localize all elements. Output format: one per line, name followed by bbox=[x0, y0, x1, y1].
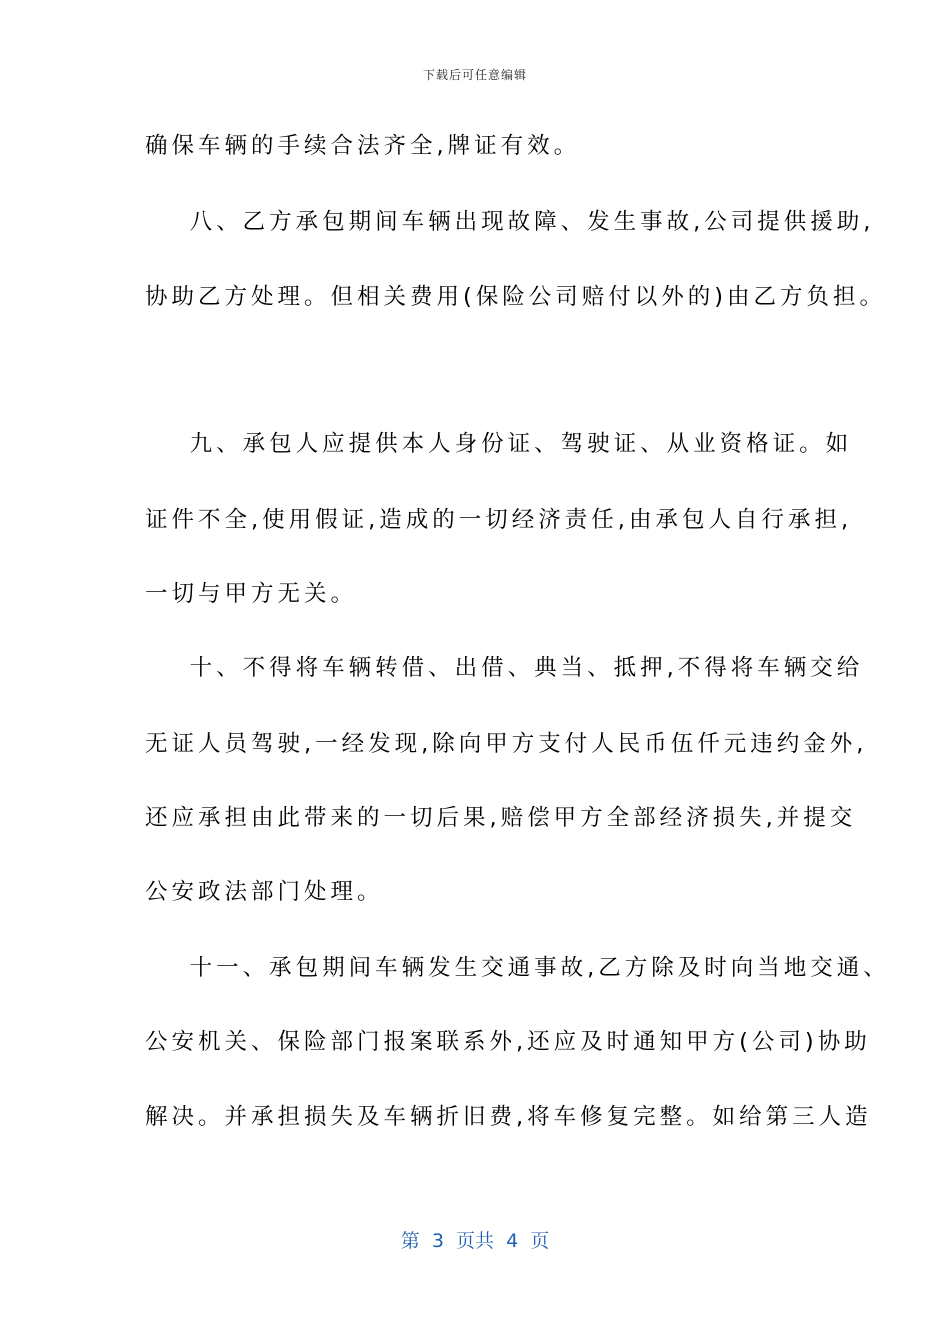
text-line: 九、承包人应提供本人身份证、驾驶证、从业资格证。如 bbox=[145, 431, 853, 457]
text-line: 确保车辆的手续合法齐全,牌证有效。 bbox=[145, 133, 581, 159]
text-line: 公安政法部门处理。 bbox=[145, 879, 384, 905]
text-line: 还应承担由此带来的一切后果,赔偿甲方全部经济损失,并提交 bbox=[145, 805, 857, 831]
text-line: 一切与甲方无关。 bbox=[145, 581, 358, 607]
text-line: 证件不全,使用假证,造成的一切经济责任,由承包人自行承担, bbox=[145, 507, 853, 533]
text-line: 协助乙方处理。但相关费用(保险公司赔付以外的)由乙方负担。 bbox=[145, 284, 887, 310]
text-line: 无证人员驾驶,一经发现,除向甲方支付人民币伍仟元违约金外, bbox=[145, 731, 868, 757]
header-note: 下载后可任意编辑 bbox=[422, 68, 527, 82]
text-line: 八、乙方承包期间车辆出现故障、发生事故,公司提供援助, bbox=[145, 209, 875, 235]
page-number-footer: 第 3 页共 4 页 bbox=[400, 1230, 550, 1252]
text-line: 十一、承包期间车辆发生交通事故,乙方除及时向当地交通、 bbox=[145, 955, 890, 981]
text-line: 公安机关、保险部门报案联系外,还应及时通知甲方(公司)协助 bbox=[145, 1029, 871, 1055]
text-line: 十、不得将车辆转借、出借、典当、抵押,不得将车辆交给 bbox=[145, 655, 864, 681]
text-line: 解决。并承担损失及车辆折旧费,将车修复完整。如给第三人造 bbox=[145, 1104, 872, 1130]
